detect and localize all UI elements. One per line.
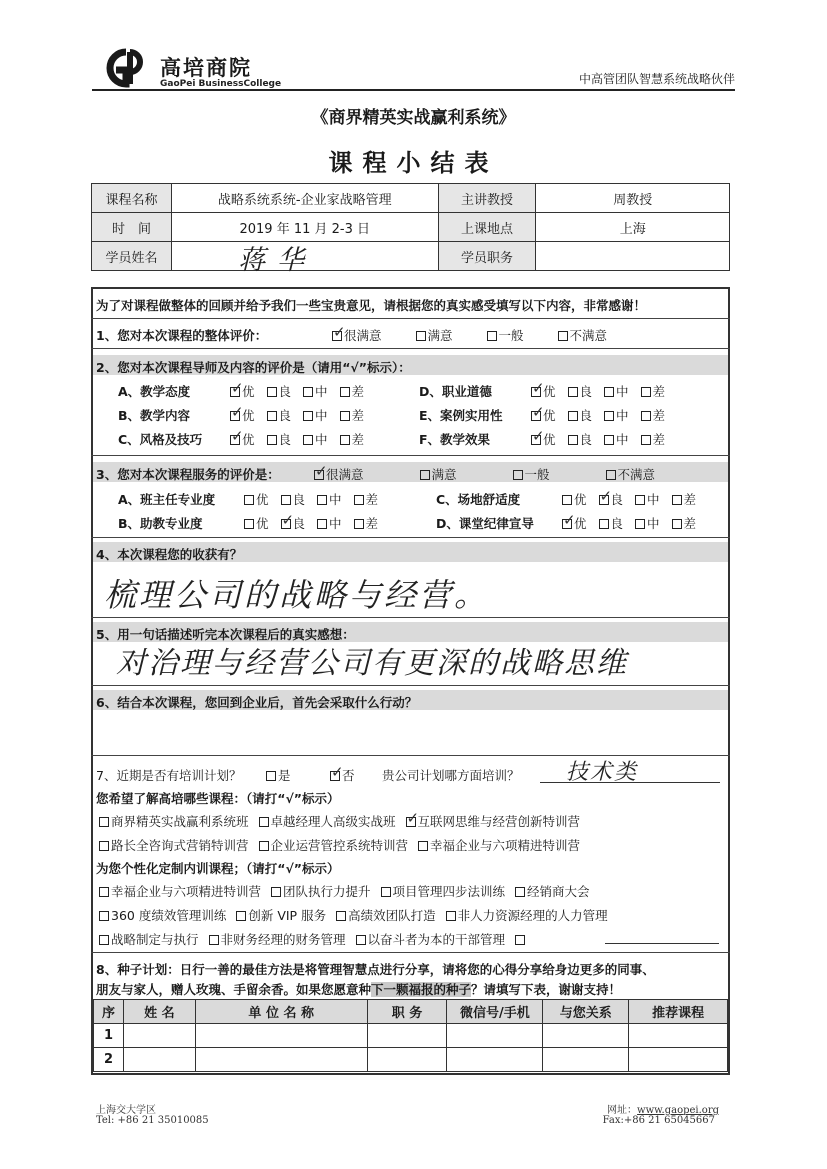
- wish-course-option[interactable]: ✓ 互联网思维与经营创新特训营: [406, 814, 581, 829]
- grade-option[interactable]: 中: [305, 492, 342, 507]
- checkbox-icon[interactable]: [568, 387, 578, 397]
- q1-option[interactable]: 一般: [487, 328, 524, 343]
- checkbox-icon[interactable]: [230, 387, 240, 397]
- grade-option[interactable]: 差: [629, 432, 666, 447]
- checkbox-icon[interactable]: [515, 887, 525, 897]
- divider: [91, 348, 730, 349]
- seed-column-header: 职 务: [367, 1000, 447, 1024]
- grade-option[interactable]: ✓ 良: [269, 516, 306, 531]
- checkbox-icon[interactable]: [672, 495, 682, 505]
- student-position-field[interactable]: [536, 242, 730, 271]
- grade-option[interactable]: ✓ 优: [519, 432, 556, 447]
- q1-option[interactable]: 不满意: [558, 328, 608, 343]
- student-position-label: 学员职务: [438, 242, 536, 271]
- checkbox-icon[interactable]: [340, 435, 350, 445]
- checkbox-icon[interactable]: [230, 435, 240, 445]
- custom-course-option[interactable]: 非财务经理的财务管理: [209, 932, 346, 947]
- grade-option[interactable]: ✓ 优: [218, 408, 255, 423]
- q3-rating-row: A、班主任专业度 优 良 中 差: [118, 492, 379, 507]
- checkbox-icon[interactable]: [604, 387, 614, 397]
- q2-rating-row: F、教学效果✓ 优 良 中 差: [419, 430, 665, 448]
- checkbox-icon[interactable]: [244, 495, 254, 505]
- checkbox-icon[interactable]: [303, 387, 313, 397]
- checkbox-icon[interactable]: [332, 331, 342, 341]
- custom-course-option[interactable]: 战略制定与执行: [99, 932, 199, 947]
- q7-no-option[interactable]: ✓ 否: [330, 766, 355, 784]
- checkbox-icon[interactable]: [641, 435, 651, 445]
- seed-cell[interactable]: [543, 1048, 629, 1072]
- grade-option[interactable]: 差: [328, 384, 365, 399]
- grade-option[interactable]: 差: [342, 492, 379, 507]
- checkbox-icon[interactable]: [672, 519, 682, 529]
- grade-option[interactable]: 中: [291, 408, 328, 423]
- checkbox-icon[interactable]: [317, 495, 327, 505]
- grade-option[interactable]: 中: [305, 516, 342, 531]
- grade-option[interactable]: 中: [592, 384, 629, 399]
- q1-option[interactable]: ✓ 很满意: [332, 328, 382, 343]
- checkbox-icon[interactable]: [416, 331, 426, 341]
- course-name-value[interactable]: 战略系统系统-企业家战略管理: [171, 184, 438, 213]
- grade-option[interactable]: 良: [556, 432, 593, 447]
- checkbox-icon[interactable]: [259, 817, 269, 827]
- grade-option[interactable]: 差: [342, 516, 379, 531]
- custom-course-option[interactable]: 团队执行力提升: [271, 884, 371, 899]
- row-number: 1: [94, 1024, 124, 1048]
- q4-answer-handwriting[interactable]: 梳理公司的战略与经营。: [104, 576, 490, 614]
- grade-option[interactable]: ✓ 良: [587, 492, 624, 507]
- checkbox-icon[interactable]: [606, 470, 616, 480]
- grade-option[interactable]: 优: [232, 492, 269, 507]
- q2-rating-row: C、风格及技巧✓ 优 良 中 差: [118, 430, 364, 448]
- checkbox-icon[interactable]: [99, 817, 109, 827]
- checkbox-icon[interactable]: [317, 519, 327, 529]
- checkbox-icon[interactable]: [244, 519, 254, 529]
- checkbox-icon[interactable]: [354, 519, 364, 529]
- custom-course-option[interactable]: 高绩效团队打造: [336, 908, 436, 923]
- checkbox-icon[interactable]: [604, 411, 614, 421]
- checkbox-icon[interactable]: [406, 817, 416, 827]
- checkbox-icon[interactable]: [562, 519, 572, 529]
- footer-tel: Tel: +86 21 35010085: [96, 1115, 209, 1126]
- checkbox-icon[interactable]: [354, 495, 364, 505]
- custom-course-option[interactable]: 项目管理四步法训练: [381, 884, 506, 899]
- checkbox-icon[interactable]: [568, 435, 578, 445]
- grade-option[interactable]: 优: [232, 516, 269, 531]
- custom-course-option[interactable]: 360 度绩效管理训练: [99, 908, 226, 923]
- checkbox-icon[interactable]: [314, 470, 324, 480]
- seed-cell[interactable]: [195, 1048, 367, 1072]
- tagline: 中高管团队智慧系统战略伙伴: [578, 72, 735, 86]
- seed-cell[interactable]: [629, 1024, 728, 1048]
- checkbox-icon[interactable]: [267, 411, 277, 421]
- q3-title: 3、您对本次课程服务的评价是：: [96, 467, 280, 482]
- grade-option[interactable]: 中: [623, 516, 660, 531]
- row-number: 2: [94, 1048, 124, 1072]
- q2-rating-row: E、案例实用性✓ 优 良 中 差: [419, 406, 665, 424]
- custom-course-option[interactable]: 经销商大会: [515, 884, 590, 899]
- seed-cell[interactable]: [123, 1024, 195, 1048]
- wish-course-row: [99, 812, 590, 830]
- checkbox-icon[interactable]: [531, 411, 541, 421]
- custom-course-option[interactable]: [515, 932, 527, 947]
- checkbox-icon[interactable]: [267, 435, 277, 445]
- checkbox-icon[interactable]: [99, 841, 109, 851]
- checkbox-icon[interactable]: [381, 887, 391, 897]
- checkbox-icon[interactable]: [99, 935, 109, 945]
- grade-option[interactable]: 中: [291, 384, 328, 399]
- seed-referral-table: [93, 999, 728, 1072]
- divider: [91, 952, 730, 953]
- divider: [91, 318, 730, 319]
- footer-web: 网址：www.gaopei.org: [607, 1105, 719, 1116]
- seed-cell[interactable]: [629, 1048, 728, 1072]
- q3-options: [314, 465, 655, 483]
- wish-course-option[interactable]: 商界精英实战赢利系统班: [99, 814, 249, 829]
- grade-option[interactable]: 差: [328, 408, 365, 423]
- grade-option[interactable]: ✓ 优: [218, 384, 255, 399]
- grade-option[interactable]: ✓ 优: [550, 516, 587, 531]
- q7-title: 7、近期是否有培训计划？: [96, 768, 242, 783]
- grade-option[interactable]: 良: [255, 384, 292, 399]
- checkbox-icon[interactable]: [236, 911, 246, 921]
- seed-column-header: 推荐课程: [629, 1000, 728, 1024]
- checkbox-icon[interactable]: [599, 495, 609, 505]
- q8-line2: 朋友与家人，赠人玫瑰、手留余香。如果您愿意种下一颗福报的种子？请填写下表，谢谢支持！: [96, 982, 622, 997]
- grade-option[interactable]: ✓ 优: [218, 432, 255, 447]
- q1-option[interactable]: 满意: [416, 328, 453, 343]
- checkbox-icon[interactable]: [99, 911, 109, 921]
- place-label: 上课地点: [438, 213, 536, 242]
- footer-address: 上海交大学区: [96, 1105, 156, 1116]
- grade-option[interactable]: 差: [660, 492, 697, 507]
- checkbox-icon[interactable]: [531, 435, 541, 445]
- student-name-label: 学员姓名: [92, 242, 172, 271]
- q2-rating-row: A、教学态度✓ 优 良 中 差: [118, 382, 364, 400]
- checkbox-icon[interactable]: [562, 495, 572, 505]
- custom-course-option[interactable]: 非人力资源经理的人力管理: [446, 908, 608, 923]
- time-label: 时 间: [92, 213, 172, 242]
- wish-course-option[interactable]: 卓越经理人高级实战班: [259, 814, 396, 829]
- grade-option[interactable]: ✓ 优: [519, 408, 556, 423]
- grade-option[interactable]: 良: [556, 384, 593, 399]
- q1-title: 1、您对本次课程的整体评价：: [96, 328, 268, 343]
- checkbox-icon[interactable]: [303, 435, 313, 445]
- checkbox-icon[interactable]: [303, 411, 313, 421]
- seed-cell[interactable]: [123, 1048, 195, 1072]
- q7-wish-title: 您希望了解高培哪些课程：（请打“√”标示）: [96, 791, 340, 806]
- q3-option[interactable]: ✓ 很满意: [314, 467, 364, 482]
- checkbox-icon[interactable]: [340, 411, 350, 421]
- q6-title: 6、结合本次课程，您回到企业后，首先会采取什么行动？: [96, 695, 418, 710]
- grade-option[interactable]: 良: [587, 516, 624, 531]
- q5-title: 5、用一句话描述听完本次课程后的真实感想：: [96, 627, 355, 642]
- wish-course-row: [99, 836, 590, 854]
- grade-option[interactable]: 良: [269, 492, 306, 507]
- grade-option[interactable]: 差: [660, 516, 697, 531]
- q4-title: 4、本次课程您的收获有？: [96, 547, 243, 562]
- checkbox-icon[interactable]: [281, 519, 291, 529]
- grade-option[interactable]: 良: [255, 408, 292, 423]
- checkbox-icon[interactable]: [599, 519, 609, 529]
- grade-option[interactable]: 差: [629, 384, 666, 399]
- student-name-handwriting: 蒋华: [238, 245, 316, 276]
- checkbox-icon[interactable]: [267, 387, 277, 397]
- custom-other-underline: [605, 943, 719, 944]
- seed-column-header: 单 位 名 称: [195, 1000, 367, 1024]
- checkbox-icon[interactable]: [641, 411, 651, 421]
- seed-column-header: 微信号/手机: [447, 1000, 543, 1024]
- checkbox-icon[interactable]: [568, 411, 578, 421]
- divider: [91, 537, 730, 538]
- q7-area-label: 贵公司计划哪方面培训？: [382, 768, 520, 783]
- q7-yes-option[interactable]: 是: [266, 766, 291, 784]
- q7-area-answer-handwriting[interactable]: 技术类: [566, 760, 639, 785]
- q2-title: 2、您对本次课程导师及内容的评价是（请用“√”标示）：: [96, 360, 411, 375]
- seed-highlight: 下一颗福报的种子: [371, 982, 472, 997]
- checkbox-icon[interactable]: [230, 411, 240, 421]
- checkbox-icon[interactable]: [356, 935, 366, 945]
- checkbox-icon[interactable]: [446, 911, 456, 921]
- checkbox-icon[interactable]: [558, 331, 568, 341]
- q7-custom-title: 为您个性化定制内训课程；（请打“√”标示）: [96, 861, 340, 876]
- divider: [91, 617, 730, 618]
- q2-rating-row: D、职业道德✓ 优 良 中 差: [419, 382, 665, 400]
- grade-option[interactable]: 中: [592, 432, 629, 447]
- series-title: 《商界精英实战赢利系统》: [311, 108, 516, 128]
- checkbox-icon[interactable]: [330, 771, 340, 781]
- checkbox-icon[interactable]: [513, 470, 523, 480]
- checkbox-icon[interactable]: [281, 495, 291, 505]
- course-name-label: 课程名称: [92, 184, 172, 213]
- brand-name: 高培商院: [160, 56, 252, 80]
- checkbox-icon[interactable]: [420, 470, 430, 480]
- custom-course-option[interactable]: 幸福企业与六项精进特训营: [99, 884, 261, 899]
- time-value[interactable]: 2019 年 11 月 2-3 日: [171, 213, 438, 242]
- grade-option[interactable]: 良: [556, 408, 593, 423]
- custom-course-option[interactable]: 创新 VIP 服务: [236, 908, 326, 923]
- seed-cell[interactable]: [447, 1024, 543, 1048]
- checkbox-icon[interactable]: [635, 495, 645, 505]
- q3-option[interactable]: 一般: [513, 467, 550, 482]
- website-link[interactable]: www.gaopei.org: [637, 1105, 719, 1116]
- wish-course-option[interactable]: 企业运营管控系统特训营: [259, 838, 409, 853]
- checkbox-icon[interactable]: [336, 911, 346, 921]
- q3-option[interactable]: 不满意: [606, 467, 656, 482]
- q2-rating-row: B、教学内容✓ 优 良 中 差: [118, 406, 364, 424]
- custom-course-row: [99, 882, 600, 900]
- q3-option[interactable]: 满意: [420, 467, 457, 482]
- form-title: 课程小结表: [328, 149, 499, 177]
- checkbox-icon[interactable]: [635, 519, 645, 529]
- survey-intro: 为了对课程做整体的回顾并给予我们一些宝贵意见，请根据您的真实感受填写以下内容，非常感谢！: [96, 298, 647, 313]
- checkbox-icon[interactable]: [531, 387, 541, 397]
- wish-course-option[interactable]: 幸福企业与六项精进特训营: [418, 838, 580, 853]
- divider: [91, 685, 730, 686]
- q3-rating-row: C、场地舒适度 优✓ 良 中 差: [436, 490, 696, 508]
- grade-option[interactable]: 差: [328, 432, 365, 447]
- seed-column-header: 序: [94, 1000, 124, 1024]
- grade-option[interactable]: 中: [291, 432, 328, 447]
- grade-option[interactable]: 优: [550, 492, 587, 507]
- custom-course-row: [99, 906, 618, 924]
- seed-cell[interactable]: [543, 1024, 629, 1048]
- divider: [91, 455, 730, 456]
- footer-fax: Fax:+86 21 65045667: [602, 1115, 715, 1126]
- seed-cell[interactable]: [367, 1024, 447, 1048]
- table-row: [94, 1048, 728, 1072]
- checkbox-icon[interactable]: [209, 935, 219, 945]
- lecturer-label: 主讲教授: [438, 184, 536, 213]
- seed-column-header: 姓 名: [123, 1000, 195, 1024]
- q3-rating-row: D、课堂纪律宣导✓ 优 良 中 差: [436, 514, 696, 532]
- seed-cell[interactable]: [195, 1024, 367, 1048]
- checkbox-icon[interactable]: [418, 841, 428, 851]
- seed-cell[interactable]: [367, 1048, 447, 1072]
- table-row: [94, 1024, 728, 1048]
- checkbox-icon[interactable]: [340, 387, 350, 397]
- q8-line1: 8、种子计划：日行一善的最佳方法是将管理智慧点进行分享，请将您的心得分享给身边更多的同事、: [96, 962, 655, 977]
- grade-option[interactable]: 差: [629, 408, 666, 423]
- grade-option[interactable]: 良: [255, 432, 292, 447]
- grade-option[interactable]: ✓ 优: [519, 384, 556, 399]
- header-divider: [92, 89, 735, 91]
- checkbox-icon[interactable]: [271, 887, 281, 897]
- custom-course-row: [99, 930, 537, 948]
- grade-option[interactable]: 中: [623, 492, 660, 507]
- checkbox-icon[interactable]: [515, 935, 525, 945]
- checkbox-icon[interactable]: [641, 387, 651, 397]
- grade-option[interactable]: 中: [592, 408, 629, 423]
- brand-name-en: GaoPei BusinessCollege: [160, 79, 282, 89]
- checkbox-icon[interactable]: [259, 841, 269, 851]
- wish-course-option[interactable]: 路长全咨询式营销特训营: [99, 838, 249, 853]
- seed-column-header: 与您关系: [543, 1000, 629, 1024]
- q1-options: [332, 326, 607, 344]
- course-info-table: [91, 183, 730, 271]
- gaopei-logo: [96, 48, 152, 88]
- seed-cell[interactable]: [447, 1048, 543, 1072]
- checkbox-icon[interactable]: [487, 331, 497, 341]
- lecturer-value[interactable]: 周教授: [536, 184, 730, 213]
- checkbox-icon[interactable]: [99, 887, 109, 897]
- custom-course-option[interactable]: 以奋斗者为本的干部管理: [356, 932, 506, 947]
- q5-answer-handwriting[interactable]: 对治理与经营公司有更深的战略思维: [116, 646, 628, 681]
- place-value[interactable]: 上海: [536, 213, 730, 242]
- checkbox-icon[interactable]: [604, 435, 614, 445]
- checkbox-icon[interactable]: [266, 771, 276, 781]
- q3-rating-row: B、助教专业度 优✓ 良 中 差: [118, 514, 378, 532]
